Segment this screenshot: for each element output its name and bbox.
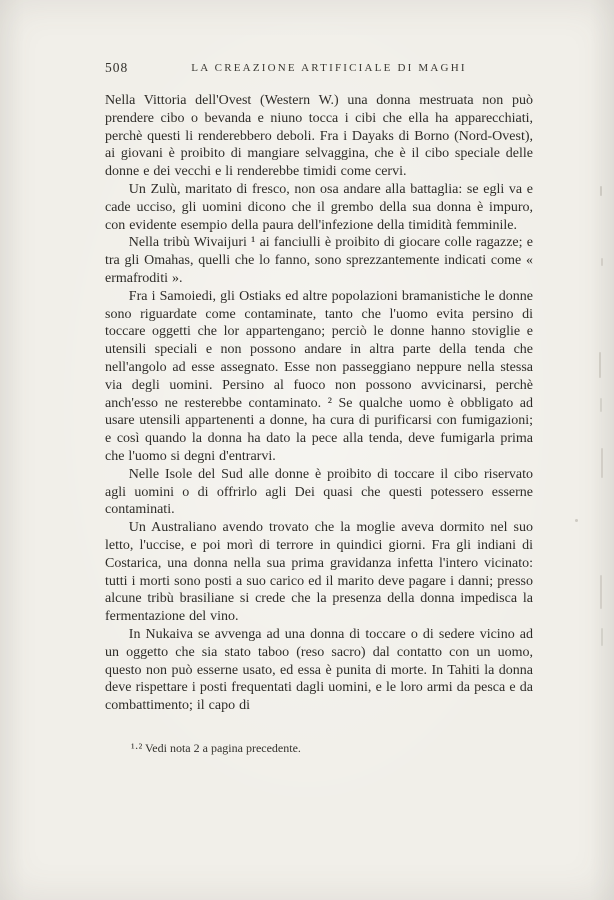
body-text — [105, 92, 533, 715]
text-block — [105, 60, 533, 756]
paragraph-5: Nelle Isole del Sud alle donne è proibito di toccare il cibo riservato agli uomini o di offrirlo agli Dei quasi che questi potessero esserne contaminati. — [105, 466, 533, 518]
paragraph-2: Un Zulù, maritato di fresco, non osa andare alla battaglia: se egli va e cade ucciso, gli uomini dicono che il grembo della sua donna è impuro, con evidente esempio della paura dell'infezione della timidità femminile. — [105, 181, 533, 233]
running-header-title: LA CREAZIONE ARTIFICIALE DI MAGHI — [191, 62, 467, 74]
scan-artifact — [601, 258, 603, 266]
paragraph-3: Nella tribù Wivaijuri ¹ ai fanciulli è proibito di giocare colle ragazze; e tra gli Omahas, quelli che lo fanno, sono sprezzantemente indicati come « ermafroditi ». — [105, 235, 533, 286]
scan-artifact — [601, 448, 603, 478]
page-number: 508 — [105, 60, 129, 75]
scan-artifact — [599, 352, 601, 378]
scan-artifact — [600, 398, 602, 412]
scan-artifact — [600, 575, 602, 609]
paragraph-7: In Nukaiva se avvenga ad una donna di toccare o di sedere vicino ad un oggetto che sia stato taboo (reso sacro) dal contatto con un uomo, questo non può esserne usato, ed essa è punita di morte. In Tahiti la donna deve rispettare i posti frequentati dagli uomini, e le loro armi da pesca e da combattimento; il capo di — [105, 626, 533, 714]
page-header — [105, 60, 533, 78]
scan-artifact — [600, 186, 602, 196]
footnote: ¹·² Vedi nota 2 a pagina precedente. — [131, 740, 301, 755]
scan-artifact — [601, 628, 603, 646]
paragraph-6: Un Australiano avendo trovato che la moglie aveva dormito nel suo letto, l'uccise, e poi morì di terrore in quindici giorni. Fra gli indiani di Costarica, una donna nella sua prima gravidanza infetta l'intero vicinato: tutti i morti sono posti a suo carico ed il marito deve pagare i danni; presso alcune tribù brasiliane si crede che la presenza della donna impedisca la fermentazione del vino. — [105, 520, 533, 625]
paragraph-4: Fra i Samoiedi, gli Ostiaks ed altre popolazioni bramanistiche le donne sono riguardate come contaminate, tanto che l'uomo evita persino di toccare oggetti che lor appartengano; perciò le donne hanno stoviglie e utensili speciali e non possono andare in altra parte della tenda che nell'angolo ad esse assegnato. Esse non passeggiano neppure nella stessa via degli uomini. Persino al fuoco non possono avvicinarsi, perchè anch'esso ne resterebbe contaminato. ² Se qualche uomo è obbligato ad usare utensili appartenenti a donne, ha cura di purificarsi con fumigazioni; e così quando la donna ha dato la pece alla tenda, deve fumigarla prima che l'uomo si degni d'entrarvi. — [105, 288, 533, 464]
paragraph-1: Nella Vittoria dell'Ovest (Western W.) una donna mestruata non può prendere cibo o bevanda e niuno tocca i cibi che ella ha apparecchiati, perchè questi li renderebbero deboli. Fra i Dayaks di Borno (Nord-Ovest), ai giovani è proibito di mangiare selvaggina, che è il cibo speciale delle donne e dei vecchi e li renderebbe timidi come cervi. — [105, 93, 533, 180]
scan-artifact — [575, 519, 578, 522]
